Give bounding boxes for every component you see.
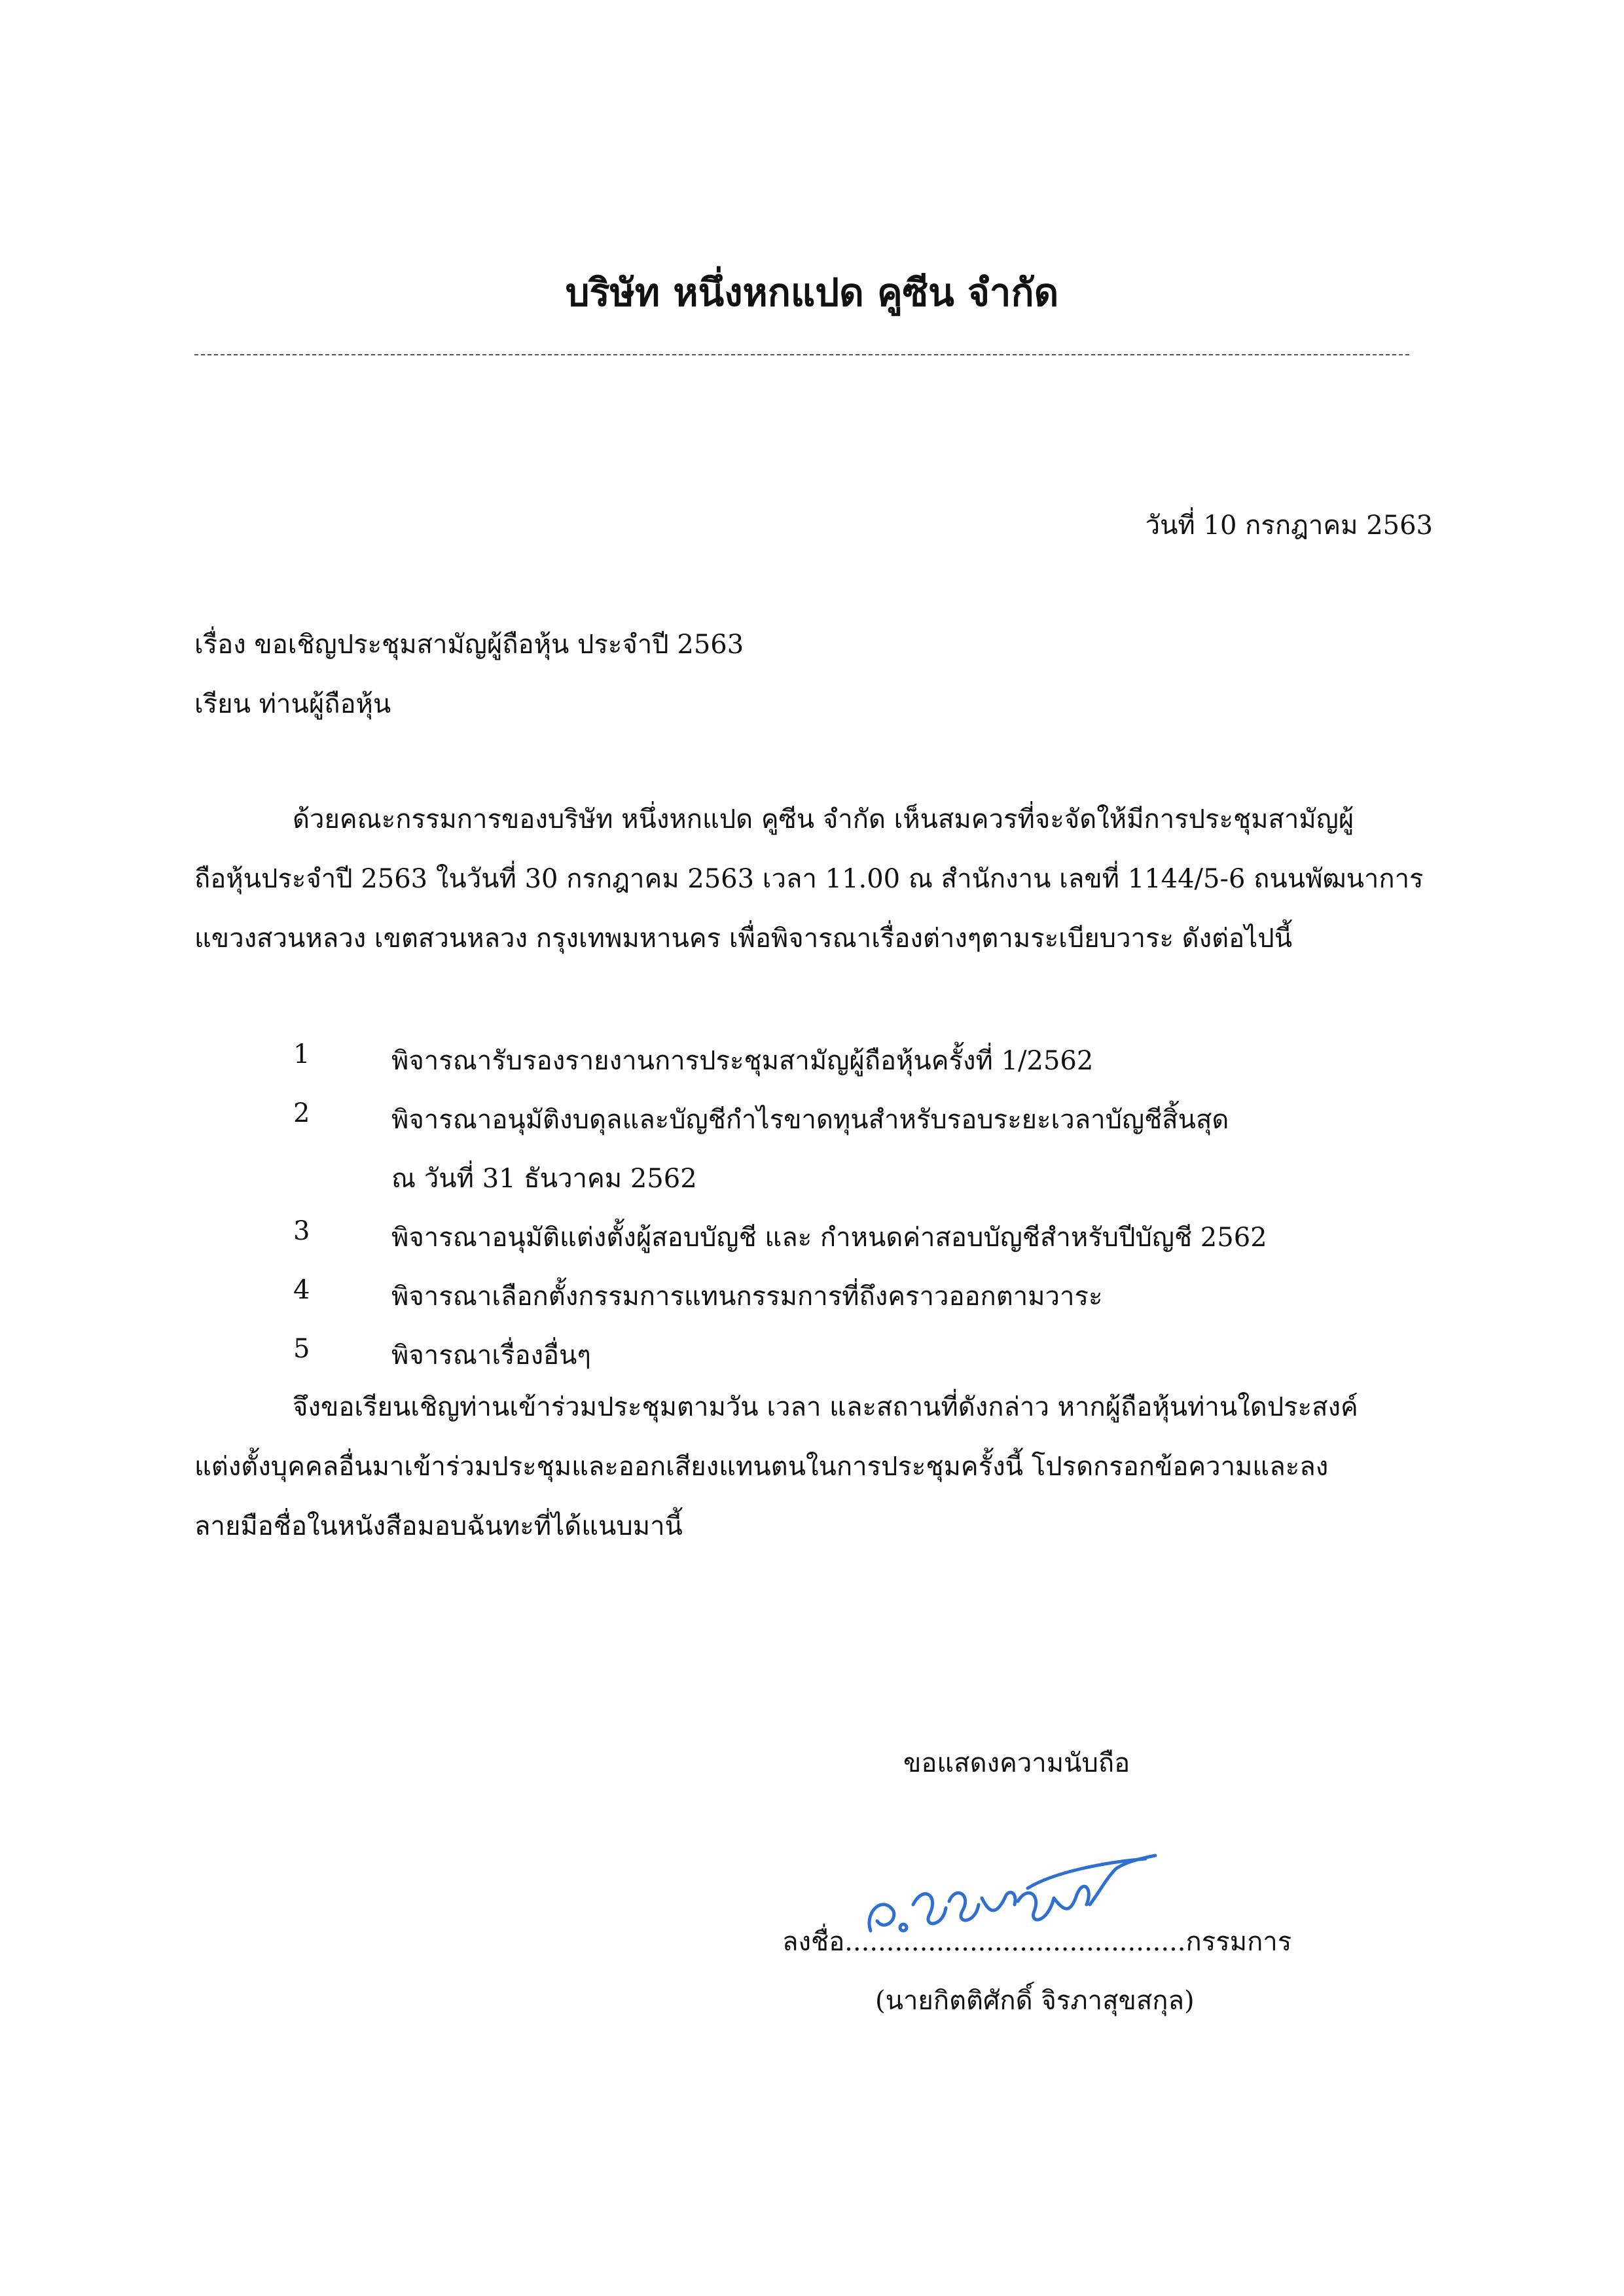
agenda-item-text: พิจารณารับรองรายงานการประชุมสามัญผู้ถือหุ้นครั้งที่ 1/2562 xyxy=(391,1046,1094,1076)
closing-line: ลายมือชื่อในหนังสือมอบฉันทะที่ได้แนบมานี้ xyxy=(194,1511,683,1541)
closing-line: จึงขอเรียนเชิญท่านเข้าร่วมประชุมตามวัน เวลา และสถานที่ดังกล่าว หากผู้ถือหุ้นท่านใดประสงค์ xyxy=(293,1392,1358,1422)
agenda-item-text: พิจารณาอนุมัติงบดุลและบัญชีกำไรขาดทุนสำหรับรอบระยะเวลาบัญชีสิ้นสุด xyxy=(391,1105,1229,1135)
intro-paragraph xyxy=(194,790,1435,969)
agenda-item-text: พิจารณาอนุมัติแต่งตั้งผู้สอบบัญชี และ กำหนดค่าสอบบัญชีสำหรับปีบัญชี 2562 xyxy=(391,1223,1267,1253)
closing-line: แต่งตั้งบุคคลอื่นมาเข้าร่วมประชุมและออกเสียงแทนตนในการประชุมครั้งนี้ โปรดกรอกข้อความและลง xyxy=(194,1452,1329,1482)
letter-date: วันที่ 10 กรกฎาคม 2563 xyxy=(1145,511,1433,541)
intro-line: แขวงสวนหลวง เขตสวนหลวง กรุงเทพมหานคร เพื่อพิจารณาเรื่องต่างๆตามระเบียบวาระ ดังต่อไปนี้ xyxy=(194,924,1293,954)
header-divider xyxy=(194,354,1409,355)
agenda-number: 2 xyxy=(293,1098,310,1128)
closing-paragraph xyxy=(194,1378,1435,1556)
letter-subject: เรื่อง ขอเชิญประชุมสามัญผู้ถือหุ้น ประจำปี 2563 xyxy=(194,630,744,660)
intro-line: ถือหุ้นประจำปี 2563 ในวันที่ 30 กรกฎาคม 2563 เวลา 11.00 ณ สำนักงาน เลขที่ 1144/5-6 ถนนพัฒนาการ xyxy=(194,864,1424,894)
agenda-number: 5 xyxy=(293,1334,310,1364)
agenda-number: 1 xyxy=(293,1039,310,1069)
intro-line: ด้วยคณะกรรมการของบริษัท หนึ่งหกแปด คูซีน จำกัด เห็นสมควรที่จะจัดให้มีการประชุมสามัญผู้ xyxy=(293,804,1354,834)
regards-text: ขอแสดงความนับถือ xyxy=(903,1748,1130,1778)
letter-salutation: เรียน ท่านผู้ถือหุ้น xyxy=(194,689,391,719)
agenda-number: 3 xyxy=(293,1216,310,1246)
agenda-number: 4 xyxy=(293,1275,310,1305)
company-name: บริษัท หนึ่งหกแปด คูซีน จำกัด xyxy=(565,270,1059,315)
agenda-item-text: พิจารณาเรื่องอื่นๆ xyxy=(391,1340,591,1371)
agenda-item-text: ณ วันที่ 31 ธันวาคม 2562 xyxy=(391,1164,697,1194)
signature-line: ลงชื่อ.........................................กรรมการ xyxy=(782,1927,1292,1957)
agenda-item-text: พิจารณาเลือกตั้งกรรมการแทนกรรมการที่ถึงคราวออกตามวาระ xyxy=(391,1282,1103,1312)
signer-name: (นายกิตติศักดิ์ จิรภาสุขสกุล) xyxy=(875,1986,1195,2016)
